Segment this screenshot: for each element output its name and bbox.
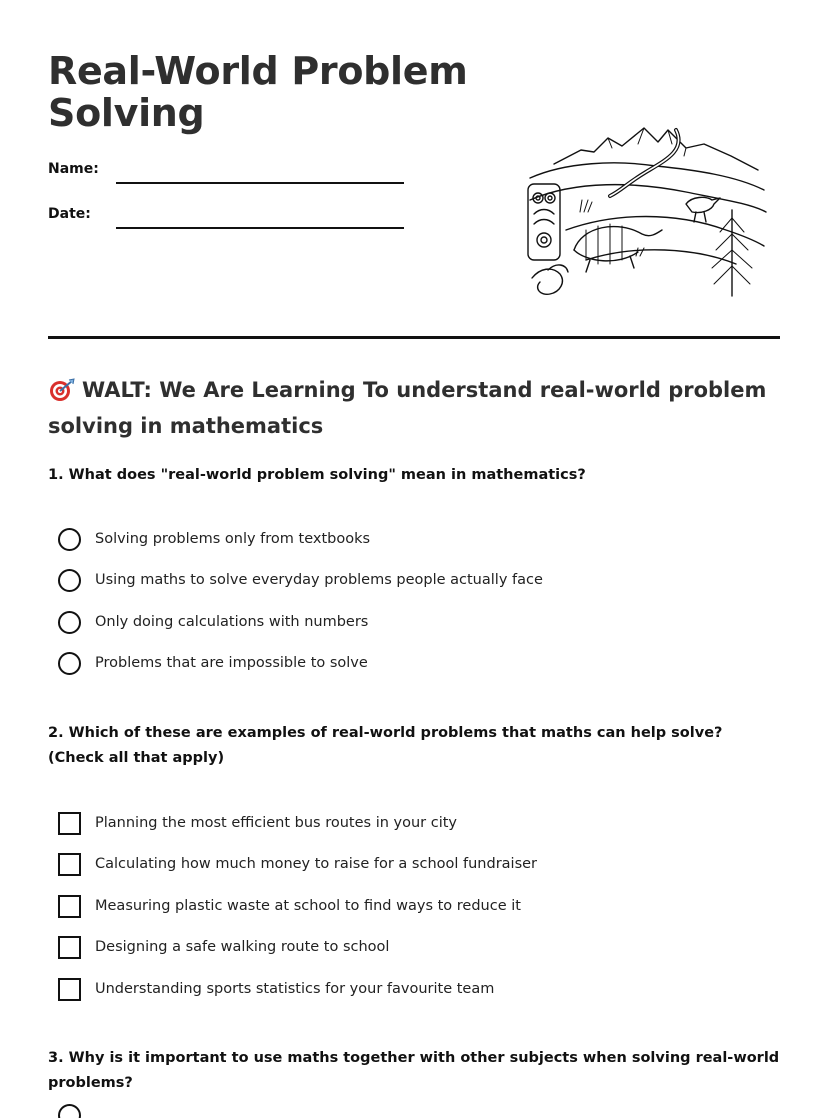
option-label: Only doing calculations with numbers	[95, 614, 369, 630]
q1-option-2[interactable]	[58, 569, 758, 593]
q2-option-3[interactable]	[58, 895, 758, 919]
radio-button[interactable]	[58, 1104, 81, 1118]
date-label: Date:	[48, 206, 91, 222]
q1-option-3[interactable]	[58, 611, 758, 635]
q1-option-4[interactable]	[58, 652, 758, 676]
name-line[interactable]	[116, 182, 404, 184]
page-title: Real-World Problem Solving	[48, 49, 468, 135]
q2-option-4[interactable]	[58, 936, 758, 960]
option-label: Understanding sports statistics for your favourite team	[95, 981, 495, 997]
date-field[interactable]	[48, 205, 408, 235]
option-label: Planning the most efficient bus routes in your city	[95, 815, 458, 831]
option-label: Measuring plastic waste at school to find ways to reduce it	[95, 898, 521, 914]
option-label: Designing a safe walking route to school	[95, 939, 390, 955]
option-label: Calculating how much money to raise for a school fundraiser	[95, 856, 538, 872]
question-1: 1. What does "real-world problem solving" mean in mathematics?	[48, 467, 586, 483]
walt-heading	[48, 372, 780, 444]
checkbox[interactable]	[58, 895, 81, 918]
walt-text: WALT: We Are Learning To understand real-world problem solving in mathematics	[48, 378, 767, 438]
radio-button[interactable]	[58, 569, 81, 592]
checkbox[interactable]	[58, 853, 81, 876]
checkbox[interactable]	[58, 936, 81, 959]
q3-option-1-partial[interactable]	[58, 1104, 758, 1118]
option-label: Using maths to solve everyday problems people actually face	[95, 572, 543, 588]
q2-option-1[interactable]	[58, 812, 758, 836]
q2-option-5[interactable]	[58, 978, 758, 1002]
q1-option-1[interactable]	[58, 528, 758, 552]
worksheet-page	[48, 0, 780, 1118]
header-divider	[48, 336, 780, 339]
radio-button[interactable]	[58, 611, 81, 634]
radio-button[interactable]	[58, 652, 81, 675]
option-label: Solving problems only from textbooks	[95, 531, 371, 547]
name-field[interactable]	[48, 160, 408, 190]
radio-button[interactable]	[58, 528, 81, 551]
option-label: Problems that are impossible to solve	[95, 655, 368, 671]
name-label: Name:	[48, 161, 99, 177]
question-3: 3. Why is it important to use maths together with other subjects when solving real-world problems?	[48, 1050, 780, 1091]
checkbox[interactable]	[58, 978, 81, 1001]
date-line[interactable]	[116, 227, 404, 229]
question-2: 2. Which of these are examples of real-world problems that maths can help solve? (Check all that apply)	[48, 725, 723, 766]
landscape-illustration	[526, 100, 770, 310]
q2-option-2[interactable]	[58, 853, 758, 877]
checkbox[interactable]	[58, 812, 81, 835]
target-icon	[48, 378, 76, 402]
